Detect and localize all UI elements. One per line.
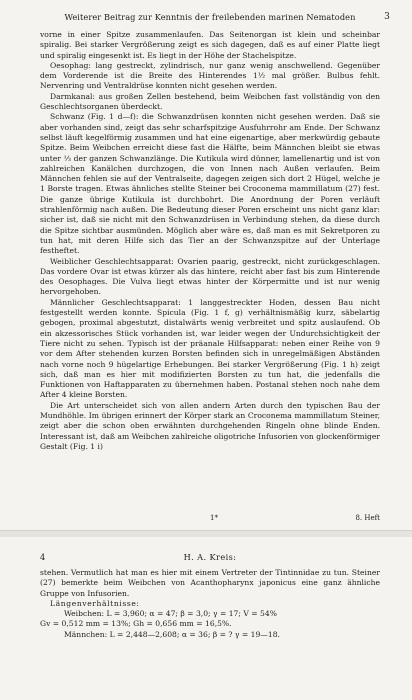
page-number-4: 4 (40, 552, 46, 562)
body-text-page-4 (40, 568, 380, 640)
header-author: H. A. Kreis: (183, 552, 237, 562)
page-number: 3 (384, 12, 390, 22)
female-measurements-line-1: Weibchen: L = 3,960; α = 47; β = 3,0; γ = 17; V = 54% (64, 609, 277, 619)
male-measurements-line: Männchen: L = 2,448—2,608; α = 36; β = ? γ = 19—18. (64, 629, 280, 639)
paragraph: Oesophag: lang gestreckt, zylindrisch, nur ganz wenig anschwellend. Gegenüber dem Vorderende ist die Breite des Hinterendes 1½ mal größer. Bulbus fehlt. Nervenring und Ventraldrüse konnten nicht gesehen werden. (40, 60, 380, 91)
running-header-page-4 (40, 552, 380, 562)
female-measurements-line-2: Gv = 0,512 mm = 13%; Gh = 0,656 mm = 16,5%. (40, 619, 232, 629)
page-divider (0, 530, 412, 537)
signature-mark: 1* (210, 514, 218, 522)
paragraph: vorne in einer Spitze zusammenlaufen. Das Seitenorgan ist klein und scheinbar spiralig. Bei starker Vergrößerung zeigt es sich dagegen, daß es auf einer Platte liegt und spiralig eingesenkt ist. Es liegt in der Höhe der Stachelspitze. (40, 30, 380, 60)
header-title: Weiterer Beitrag zur Kenntnis der freilebenden marinen Nematoden (64, 12, 356, 22)
paragraph: Weiblicher Geschlechtsapparat: Ovarien paarig, gestreckt, nicht zurückgeschlagen. Das vordere Ovar ist etwas kürzer als das hintere, reicht aber fast bis zum Hinterende des Oesophages. Die Vulva liegt etwas hinter der Körpermitte und ist nur wenig hervorgehoben. (40, 256, 380, 297)
paragraph: Die Art unterscheidet sich von allen andern Arten durch den typischen Bau der Mundhöhle. Im übrigen erinnert der Körper stark an Croconema mammillatum Steiner, zeigt aber die schon oben erwähnten durchgehenden Ringeln ohne blinde Enden. Interessant ist, daß am Weibchen zahlreiche oligotriche Infusorien von glockenförmiger Gestalt (Fig. 1 i) (40, 400, 380, 451)
paragraph: stehen. Vermutlich hat man es hier mit einem Vertreter der Tintinnidae zu tun. Steiner (27) bemerkte beim Weibchen von Acanthopharynx japonicus eine ganz ähnliche Gruppe von Infusorien. (40, 568, 380, 598)
paragraph: Darmkanal: aus großen Zellen bestehend, beim Weibchen fast vollständig von den Geschlechtsorganen überdeckt. (40, 91, 380, 112)
paragraph: Schwanz (Fig. 1 d—f): die Schwanzdrüsen konnten nicht gesehen werden. Daß sie aber vorhanden sind, zeigt das sehr scharfspitzige Ausfuhrrohr am Ende. Der Schwanz selbst läuft kegelförmig zusammen und hat eine eigenartige, aber merkwürdig gebaute Spitze. Beim Weibchen erreicht diese fast die Hälfte, beim Männchen bleibt sie etwas unter ⅓ der ganzen Schwanzlänge. Die Kutikula wird dünner, lamellenartig und ist von zahlreichen Kanälchen durchzogen, die von Innen nach Außen verlaufen. Beim Männchen fehlen sie auf der Ventralseite, dagegen zeigen sich dort 2 Hügel, welche je 1 Borste tragen. Etwas ähnliches stellte Steiner bei Croconema mammillatum (27) fest. Die ganze übrige Kutikula ist durchbohrt. Die Anordnung der Poren verläuft strahlenförmig nach außen. Die Bedeutung dieser Poren erscheint uns nicht ganz klar: sicher ist, daß sie nicht mit den Schwanzdrüsen in Verbindung stehen, da diese durch die Spitze sichtbar ausmünden. Möglich aber wäre es, daß man es mit Sekretporen zu tun hat, mit deren Hilfe sich das Tier an der Schwanzspitze auf der Unterlage festheftet. (40, 112, 380, 256)
body-text-page-3 (40, 30, 380, 452)
issue-label: 8. Heft (355, 514, 380, 522)
measurements-heading: Längenverhältnisse: (50, 598, 140, 608)
paragraph: Männlicher Geschlechtsapparat: 1 langgestreckter Hoden, dessen Bau nicht festgestellt werden konnte. Spicula (Fig. 1 f, g) verhältnismäßig kurz, säbelartig gebogen, proximal abgestutzt, distalwärts wenig verbreitet und spitz auslaufend. Ob ein akzessorisches Stück vorhanden ist, war leider wegen der Undurchsichtigkeit der Tiere nicht zu sehen. Typisch ist der präanale Hilfsapparat: neben einer Reihe von 9 vor dem After stehenden kurzen Borsten befinden sich in unregelmäßigen Abständen nach vorne noch 9 hügelartige Erhebungen. Bei starker Vergrößerung (Fig. 1 h) zeigt sich, daß man es hier mit modifizierten Borsten zu tun hat, die jedenfalls die Funktionen von Haftapparaten zu übernehmen haben. Postanal stehen noch nahe dem After 4 kleine Borsten. (40, 297, 380, 400)
running-header (40, 12, 390, 22)
